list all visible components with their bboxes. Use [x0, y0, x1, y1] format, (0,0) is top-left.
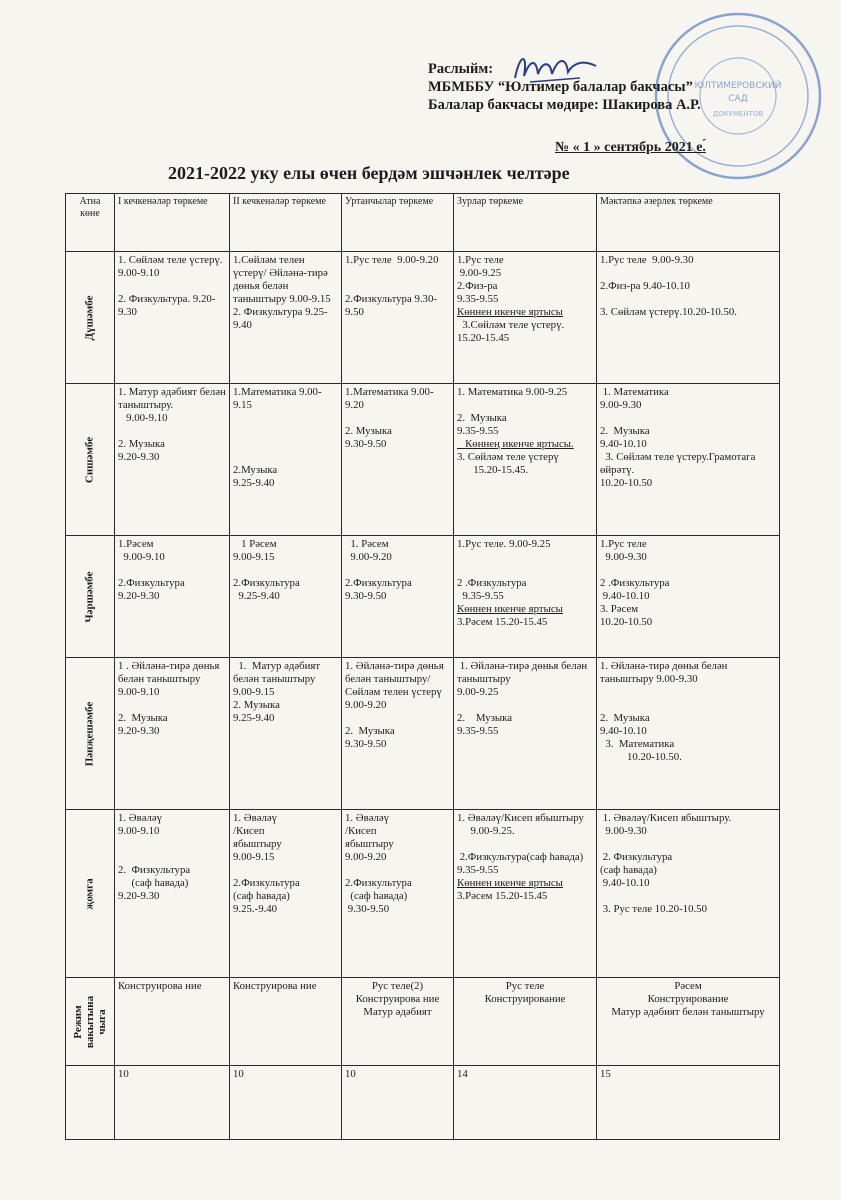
cell-line	[233, 438, 338, 451]
cell-line	[345, 564, 450, 577]
header-group-4: Зурлар төркеме	[454, 194, 597, 252]
cell-line	[457, 838, 593, 851]
cell-line	[118, 564, 226, 577]
cell-line: (саф һавада)	[600, 864, 657, 876]
cell-line: 9.00-9.15	[233, 851, 275, 863]
cell-line	[600, 838, 776, 851]
cell-line	[233, 451, 338, 464]
cell-line	[600, 686, 776, 699]
day-label: Дүшәмбе	[83, 295, 96, 340]
schedule-cell	[342, 810, 454, 978]
cell-line: Рус теле	[505, 980, 545, 992]
cell-line: 1. Әйләнә-тирә дөнья белән таныштыру/ Сөйләм телен үстерү	[345, 660, 447, 698]
cell-line: 2. Физкультура	[118, 864, 191, 876]
cell-line: 2. Физкультура	[600, 851, 673, 863]
regime-row	[66, 978, 780, 1066]
cell-line: 9.00-9.10	[118, 412, 168, 424]
order-line: № « 1 » сентябрь 2021 е.́	[555, 140, 706, 155]
cell-line	[457, 564, 593, 577]
cell-line: 2.Физкультура	[233, 577, 300, 589]
cell-line: 3.Рәсем 15.20-15.45	[457, 890, 548, 902]
cell-line: Конструирова ние	[355, 993, 440, 1005]
cell-line: 9.00-9.10	[118, 825, 160, 837]
cell-line: 9.35-9.55	[457, 425, 499, 437]
cell-line: 2 .Физкультура	[600, 577, 670, 589]
day-label: җомга	[83, 877, 96, 910]
header-day: Атна көне	[66, 194, 115, 252]
svg-text:ЮЛТИМЕРОВСКИЙ: ЮЛТИМЕРОВСКИЙ	[694, 81, 782, 91]
schedule-cell	[454, 536, 597, 658]
cell-line: 9.00-9.25.	[457, 825, 515, 837]
cell-line: Матур әдәбият белән таныштыру	[611, 1006, 765, 1018]
cell-line: 9.00-9.15	[233, 551, 275, 563]
schedule-cell	[230, 252, 342, 384]
cell-line: 3. Сөйләм теле үстерү	[457, 451, 559, 463]
regime-cell	[454, 978, 597, 1066]
cell-line: 2.Физкультура	[345, 577, 412, 589]
cell-line: 3. Математика	[600, 738, 675, 750]
cell-line: 2. Музыка	[457, 412, 507, 424]
cell-line: 9.30-9.50	[345, 903, 390, 915]
cell-line: 2. Музыка	[600, 425, 650, 437]
cell-line: 1. Әйләнә-тирә дөнья белән таныштыру 9.00-9.30	[600, 660, 731, 685]
cell-line: 9.40-10.10	[600, 590, 650, 602]
cell-line	[600, 890, 776, 903]
cell-line	[118, 838, 226, 851]
cell-line: 1. Әвәләү	[345, 812, 390, 824]
header-group-3: Уртанчылар төркеме	[342, 194, 454, 252]
header-row	[66, 194, 780, 252]
day-cell	[66, 536, 115, 658]
cell-line	[118, 280, 226, 293]
cell-line	[600, 293, 776, 306]
cell-line: 2.Физкультура	[233, 877, 300, 889]
cell-line: 2. Физкультура 9.25-9.40	[233, 306, 328, 331]
cell-line: 9.25-9.40	[233, 590, 280, 602]
cell-line: 2. Физкультура. 9.20-9.30	[118, 293, 216, 318]
cell-line: 9.25-9.40	[233, 477, 275, 489]
cell-line: 9.00-9.20	[345, 551, 392, 563]
cell-line: 1. Сөйләм теле үстерү. 9.00-9.10	[118, 254, 226, 279]
regime-cell	[342, 978, 454, 1066]
head-name: Балалар бакчасы мөдире: Шакирова А.Р.	[428, 97, 701, 113]
svg-text:САД: САД	[728, 94, 748, 104]
cell-line: Көннен икенче яртысы	[457, 306, 563, 318]
day-label: Пәнҗешәмбе	[83, 701, 96, 766]
day-label: Чәршәмбе	[83, 571, 96, 622]
cell-line: (саф һавада)	[345, 890, 408, 902]
cell-line: 2 .Физкультура	[457, 577, 527, 589]
total-count: 10	[342, 1066, 454, 1140]
cell-line: 1. Матур әдәбият белән таныштыру	[233, 660, 323, 685]
cell-line: 9.00-9.15	[233, 686, 275, 698]
schedule-table	[65, 193, 780, 1140]
cell-line	[457, 551, 593, 564]
totals-label-cell	[66, 1066, 115, 1140]
cell-line: 1.Математика 9.00-9.15	[233, 386, 322, 411]
cell-line: 1. Әвәләү/Кисеп ябыштыру.	[600, 812, 732, 824]
cell-line: 9.40-10.10	[600, 877, 650, 889]
approved-label: Раслыйм:	[428, 61, 494, 77]
cell-line: /Кисеп	[345, 825, 377, 837]
schedule-cell	[454, 252, 597, 384]
cell-line	[233, 564, 338, 577]
cell-line: 3. Рәсем	[600, 603, 639, 615]
header-group-2: II кечкенәләр төркеме	[230, 194, 342, 252]
cell-line	[457, 399, 593, 412]
schedule-cell	[597, 384, 780, 536]
regime-cell	[115, 978, 230, 1066]
cell-line: 2. Музыка	[600, 712, 650, 724]
cell-line: /Кисеп	[233, 825, 265, 837]
table-row	[66, 810, 780, 978]
cell-line: Конструирова ние	[233, 980, 317, 992]
cell-line: 2.Физкультура 9.30-9.50	[345, 293, 437, 318]
cell-line: 9.35-9.55	[457, 725, 499, 737]
total-count: 14	[454, 1066, 597, 1140]
schedule-cell	[342, 384, 454, 536]
cell-line: 9.35-9.55	[457, 293, 499, 305]
cell-line	[233, 425, 338, 438]
cell-line	[118, 699, 226, 712]
regime-cell	[597, 978, 780, 1066]
cell-line: 9.40-10.10	[600, 725, 647, 737]
cell-line: 1. Математика	[600, 386, 669, 398]
total-count: 10	[230, 1066, 342, 1140]
cell-line: Конструирование	[647, 993, 729, 1005]
cell-line	[233, 412, 338, 425]
cell-line: 3. Рус теле 10.20-10.50	[600, 903, 707, 915]
cell-line: 2. Музыка	[345, 725, 395, 737]
regime-cell	[230, 978, 342, 1066]
day-cell	[66, 658, 115, 810]
cell-line: Көннен икенче яртысы	[457, 603, 563, 615]
cell-line: 9.00-9.20	[345, 699, 387, 711]
schedule-cell	[342, 536, 454, 658]
cell-line: 10.20-10.50	[600, 616, 653, 628]
cell-line: 2. Музыка	[233, 699, 280, 711]
page-title: 2021-2022 уку елы өчен бердәм эшчәнлек челтәре	[168, 163, 570, 183]
cell-line: 15.20-15.45.	[457, 464, 529, 476]
cell-line: 1.Рәсем	[118, 538, 154, 550]
header-group-5: Мәктәпкә әзерлек төркеме	[597, 194, 780, 252]
cell-line: 9.00-9.10	[118, 686, 160, 698]
table-row	[66, 658, 780, 810]
cell-line: 1. Әйләнә-тирә дөнья белән таныштыру	[457, 660, 590, 685]
cell-line: 9.25-9.40	[233, 712, 275, 724]
cell-line: 1.Сөйләм телен үстерү/ Әйләнә-тирә дөнья белән таныштыру 9.00-9.15	[233, 254, 331, 305]
schedule-cell	[454, 384, 597, 536]
cell-line: 9.00-9.10	[118, 551, 165, 563]
cell-line: Конструирова ние	[118, 980, 202, 992]
cell-line: 1.Рус теле 9.00-9.20	[345, 254, 439, 266]
cell-line: 2.Музыка	[233, 464, 278, 476]
totals-row	[66, 1066, 780, 1140]
cell-line: 9.20-9.30	[118, 451, 160, 463]
schedule-cell	[115, 536, 230, 658]
total-count: 10	[115, 1066, 230, 1140]
regime-label-cell	[66, 978, 115, 1066]
schedule-cell	[230, 536, 342, 658]
cell-line: 2.Физ-ра	[457, 280, 498, 292]
schedule-cell	[597, 658, 780, 810]
cell-line: 9.20-9.30	[118, 890, 160, 902]
header-group-1: I кечкенәләр төркеме	[115, 194, 230, 252]
cell-line: 9.00-9.30	[600, 825, 647, 837]
schedule-cell	[115, 658, 230, 810]
cell-line: 3.Сөйләм теле үстерү. 15.20-15.45	[457, 319, 575, 344]
cell-line: 9.30-9.50	[345, 738, 387, 750]
cell-line: 10.20-10.50.	[600, 751, 682, 763]
cell-line: Конструирование	[484, 993, 566, 1005]
cell-line	[600, 267, 776, 280]
cell-line	[600, 412, 776, 425]
cell-line: 3.Рәсем 15.20-15.45	[457, 616, 548, 628]
cell-line: 1.Рус теле 9.00-9.30	[600, 254, 694, 266]
cell-line: 9.00-9.20	[345, 851, 387, 863]
schedule-cell	[597, 252, 780, 384]
cell-line	[457, 699, 593, 712]
cell-line: Рәсем	[674, 980, 702, 992]
schedule-cell	[115, 384, 230, 536]
cell-line	[345, 280, 450, 293]
cell-line: 9.30-9.50	[345, 438, 387, 450]
cell-line: 9.00-9.25	[457, 267, 502, 279]
day-cell	[66, 810, 115, 978]
cell-line: 9.00-9.30	[600, 551, 647, 563]
cell-line	[600, 564, 776, 577]
table-row	[66, 384, 780, 536]
cell-line: (саф һавада)	[233, 890, 290, 902]
schedule-cell	[115, 810, 230, 978]
cell-line: 9.35-9.55	[457, 864, 499, 876]
cell-line: 2.Физкультура(саф һавада)	[457, 851, 584, 863]
table-row	[66, 252, 780, 384]
day-cell	[66, 252, 115, 384]
cell-line: 1. Матур әдәбият белән таныштыру.	[118, 386, 229, 411]
cell-line: Матур әдәбият	[363, 1006, 432, 1018]
cell-line	[345, 712, 450, 725]
cell-line: 1. Рәсем	[345, 538, 389, 550]
schedule-cell	[454, 810, 597, 978]
cell-line: 2. Музыка	[118, 712, 168, 724]
approval-block	[428, 60, 808, 114]
cell-line: 9.25.-9.40	[233, 903, 278, 915]
cell-line: 1. Әвәләү	[233, 812, 278, 824]
cell-line: Рус теле(2)	[371, 980, 424, 992]
schedule-cell	[342, 658, 454, 810]
schedule-cell	[342, 252, 454, 384]
regime-label: Режим вакытына чыга	[72, 995, 108, 1048]
cell-line: ябыштыру	[345, 838, 394, 850]
day-label: Сишәмбе	[83, 436, 96, 483]
cell-line	[345, 412, 450, 425]
cell-line: 9.20-9.30	[118, 725, 160, 737]
cell-line: 9.00-9.25	[457, 686, 499, 698]
schedule-cell	[454, 658, 597, 810]
cell-line: 9.35-9.55	[457, 590, 504, 602]
cell-line: 1 Рәсем	[233, 538, 277, 550]
cell-line: 3. Сөйләм үстерү.10.20-10.50.	[600, 306, 737, 318]
cell-line: 1.Рус теле	[600, 538, 647, 550]
cell-line: 2. Музыка	[118, 438, 165, 450]
table-row	[66, 536, 780, 658]
cell-line: 1.Рус теле	[457, 254, 504, 266]
cell-line: 9.40-10.10	[600, 438, 647, 450]
schedule-cell	[230, 384, 342, 536]
cell-line	[345, 864, 450, 877]
cell-line: 1 . Әйләнә-тирә дөнья белән таныштыру	[118, 660, 223, 685]
cell-line: 2. Музыка	[345, 425, 392, 437]
schedule-body	[66, 252, 780, 1140]
cell-line: 2. Музыка	[457, 712, 513, 724]
cell-line: 9.30-9.50	[345, 590, 387, 602]
cell-line: 1.Рус теле. 9.00-9.25	[457, 538, 551, 550]
cell-line: 2.Физкультура	[345, 877, 412, 889]
cell-line: 10.20-10.50	[600, 477, 653, 489]
cell-line	[118, 851, 226, 864]
cell-line: 1. Әвәләү	[118, 812, 163, 824]
cell-line	[345, 267, 450, 280]
schedule-cell	[597, 810, 780, 978]
cell-line: 1. Математика 9.00-9.25	[457, 386, 568, 398]
cell-line: 1.Математика 9.00-9.20	[345, 386, 434, 411]
cell-line: 2.Физкультура	[118, 577, 185, 589]
schedule-cell	[115, 252, 230, 384]
cell-line: (саф һавада)	[118, 877, 189, 889]
cell-line: ябыштыру	[233, 838, 282, 850]
cell-line: 9.00-9.30	[600, 399, 642, 411]
cell-line: 1. Әвәләү/Кисеп ябыштыру	[457, 812, 584, 824]
organization-name: МБМББУ “Юлтимер балалар бакчасы”	[428, 79, 693, 95]
schedule-cell	[230, 658, 342, 810]
cell-line: 3. Сөйләм теле үстеру.Грамотага өйрәтү.	[600, 451, 759, 476]
cell-line: Көннен икенче яртысы	[457, 877, 563, 889]
schedule-cell	[597, 536, 780, 658]
cell-line	[600, 699, 776, 712]
cell-line: 9.20-9.30	[118, 590, 160, 602]
cell-line	[233, 864, 338, 877]
cell-line: 2.Физ-ра 9.40-10.10	[600, 280, 690, 292]
cell-line: Көннең икенче яртысы.	[457, 438, 574, 450]
svg-text:ДОКУМЕНТОВ: ДОКУМЕНТОВ	[712, 110, 764, 118]
schedule-cell	[230, 810, 342, 978]
cell-line	[118, 425, 226, 438]
total-count: 15	[597, 1066, 780, 1140]
day-cell	[66, 384, 115, 536]
